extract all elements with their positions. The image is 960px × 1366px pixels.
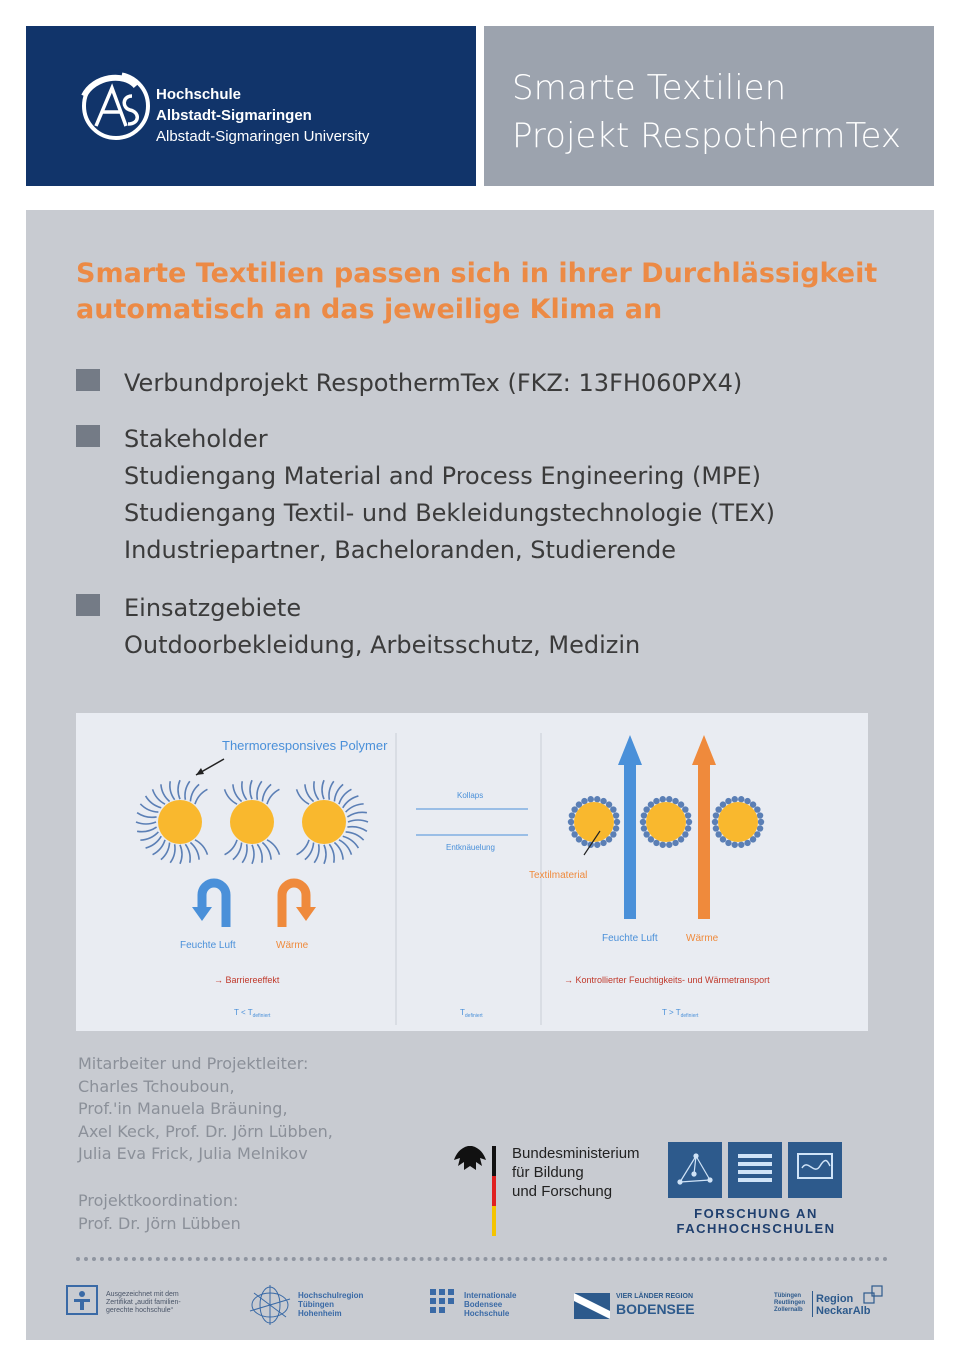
fh-line: FACHHOCHSCHULEN: [676, 1221, 836, 1236]
bullet-line: Studiengang Material and Process Engineering (MPE): [124, 462, 762, 490]
staff-heading: Mitarbeiter und Projektleiter:: [78, 1054, 309, 1073]
family-audit-line: Zertifikat „audit familien-: [106, 1299, 181, 1306]
particle-left-3: [302, 800, 346, 844]
page-title-line2: Projekt RespothermTex: [512, 116, 901, 156]
ibh-line: Bodensee: [464, 1300, 503, 1309]
heat-left-label: Wärme: [276, 940, 309, 951]
ibh-line: Hochschule: [464, 1309, 510, 1318]
humid-air-left-arrow-icon: [202, 883, 226, 927]
humid-air-right-arrow-icon: [624, 763, 636, 919]
heat-right-label: Wärme: [686, 933, 719, 944]
content-panel: [26, 210, 934, 1340]
humid-air-right-label: Feuchte Luft: [602, 933, 658, 944]
footer-neckaralb: [774, 1285, 904, 1325]
bmbf-line: Bundesministerium: [512, 1145, 640, 1162]
mechanism-diagram-svg: [76, 713, 868, 1031]
staff-line: Charles Tchouboun,: [78, 1076, 235, 1096]
staff-line: Julia Eva Frick, Julia Melnikov: [78, 1144, 308, 1163]
footer-bodensee: [574, 1285, 734, 1325]
bullet-line: Industriepartner, Bacheloranden, Studierende: [124, 536, 677, 564]
particle-left-1: [158, 800, 202, 844]
neckaralb-divider: [812, 1291, 813, 1317]
bullet-project: [76, 365, 876, 402]
university-name-line3: Albstadt-Sigmaringen University: [156, 128, 370, 145]
heat-right-arrow-icon: [698, 763, 710, 919]
neckaralb-small-line: Zollernalb: [774, 1307, 803, 1313]
mechanism-diagram: [76, 713, 868, 1031]
page-title-line1: Smarte Textilien: [512, 68, 787, 108]
footer-ibh: [430, 1285, 540, 1325]
header-university-block: [26, 26, 476, 186]
neckaralb-big-line: NeckarAlb: [816, 1305, 871, 1317]
staff-credits: [78, 1053, 333, 1166]
bullet-line: Outdoorbekleidung, Arbeitsschutz, Medizin: [124, 631, 641, 659]
project-coordination: [78, 1190, 241, 1235]
staff-line: Axel Keck, Prof. Dr. Jörn Lübben,: [78, 1121, 333, 1141]
hochschulregion-line: Hochschulregion: [298, 1291, 364, 1300]
bmbf-line: und Forschung: [512, 1183, 613, 1200]
bullet-square-icon: [76, 369, 100, 391]
heat-right-arrowhead-icon: [692, 735, 716, 765]
footer-hochschulregion: [248, 1285, 378, 1325]
hochschulregion-globe-icon: [248, 1285, 292, 1325]
bodensee-flag-icon: [574, 1293, 610, 1319]
collapse-label: Kollaps: [457, 791, 484, 800]
university-logo-icon: [74, 66, 154, 146]
bmbf-line: für Bildung: [512, 1164, 584, 1181]
hochschulregion-line: Tübingen: [298, 1300, 334, 1309]
neckaralb-small-line: Reutlingen: [774, 1300, 805, 1306]
bodensee-small: VIER LÄNDER REGION: [616, 1293, 694, 1300]
polymer-label: Thermoresponsives Polymer: [222, 738, 388, 753]
fh-research-text: [666, 1206, 846, 1236]
family-audit-icon: [66, 1285, 98, 1315]
temp-low-label: $T < T_{definiert}$: [234, 1008, 271, 1019]
university-name-line1: Hochschule: [156, 86, 242, 103]
bmbf-name: [512, 1144, 640, 1201]
headline: Smarte Textilien passen sich in ihrer Durchlässigkeit automatisch an das jeweilige Klima an: [76, 258, 878, 325]
university-name-line2: Albstadt-Sigmaringen: [156, 107, 312, 124]
humid-air-left-arrowhead-icon: [192, 907, 212, 921]
temp-mid-label: $T_{definiert}$: [460, 1008, 483, 1019]
ibh-line: Internationale: [464, 1291, 517, 1300]
ibh-grid-icon: [430, 1285, 460, 1315]
family-audit-line: Ausgezeichnet mit dem: [106, 1291, 179, 1298]
uncoil-label: Entknäuelung: [446, 843, 495, 852]
bullet-line: Stakeholder: [124, 425, 268, 453]
neckaralb-squares-icon: [860, 1285, 886, 1305]
neckaralb-big-line: Region: [816, 1293, 854, 1305]
bullet-application: [76, 590, 876, 664]
bullet-line: Verbundprojekt RespothermTex (FKZ: 13FH060PX4): [124, 369, 743, 397]
bullet-stakeholder: [76, 421, 876, 569]
page-title: [512, 64, 901, 160]
bullet-square-icon: [76, 594, 100, 616]
heat-left-arrowhead-icon: [296, 907, 316, 921]
particle-left-2: [230, 800, 274, 844]
bodensee-big: BODENSEE: [616, 1301, 695, 1317]
university-name: [156, 84, 369, 147]
bullet-line: Studiengang Textil- und Bekleidungstechnologie (TEX): [124, 499, 775, 527]
fh-line: FORSCHUNG AN: [694, 1206, 818, 1221]
bullet-line: Einsatzgebiete: [124, 594, 302, 622]
staff-line: Prof.'in Manuela Bräuning,: [78, 1099, 288, 1118]
coord-name: Prof. Dr. Jörn Lübben: [78, 1213, 241, 1233]
footer-family-audit: [66, 1285, 206, 1325]
textile-label: Textilmaterial: [529, 870, 588, 881]
hochschulregion-line: Hohenheim: [298, 1309, 342, 1318]
heat-left-arrow-icon: [282, 883, 306, 927]
humid-air-right-arrowhead-icon: [618, 735, 642, 765]
barrier-effect-label: → Barriereeffekt: [214, 975, 280, 985]
particle-right-1: [574, 802, 614, 842]
humid-air-left-label: Feuchte Luft: [180, 940, 236, 951]
header-title-block: [484, 26, 934, 186]
coord-heading: Projektkoordination:: [78, 1191, 239, 1210]
controlled-transport-label: → Kontrollierter Feuchtigkeits- und Wärmetransport: [564, 975, 770, 985]
bullet-square-icon: [76, 425, 100, 447]
dotted-divider: [76, 1257, 888, 1261]
temp-high-label: $T > T_{definiert}$: [662, 1008, 699, 1019]
neckaralb-small-line: Tübingen: [774, 1293, 801, 1299]
particle-right-2: [646, 802, 686, 842]
family-audit-line: gerechte hochschule“: [106, 1307, 173, 1314]
particle-right-3: [718, 802, 758, 842]
